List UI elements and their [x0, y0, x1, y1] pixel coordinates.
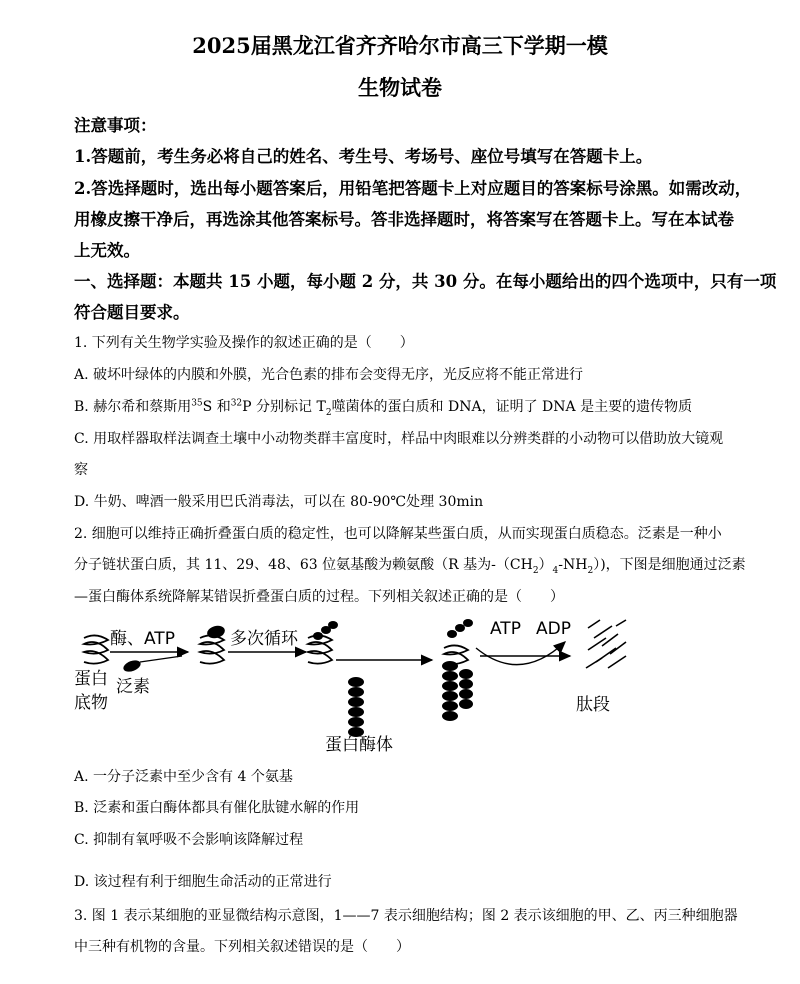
q2-stem-line-1: 2. 细胞可以维持正确折叠蛋白质的稳定性，也可以降解某些蛋白质，从而实现蛋白质稳态。泛素是一种小 — [74, 526, 722, 542]
notice-item-2-line-1: 2.答选择题时，选出每小题答案后，用铅笔把答题卡上对应题目的答案标号涂黑。如需改动， — [74, 179, 752, 198]
q3-stem-line-2: 中三种有机物的含量。下列相关叙述错误的是（ ） — [74, 939, 410, 955]
label-substrate-1: 蛋白 — [74, 669, 108, 689]
notice-item-2-line-3: 上无效。 — [74, 241, 140, 260]
label-ubiquitin: 泛素 — [116, 677, 150, 697]
notice-item-2-line-2: 用橡皮擦干净后，再选涂其他答案标号。答非选择题时，将答案写在答题卡上。写在本试卷 — [74, 210, 734, 229]
q1-option-a: A. 破坏叶绿体的内膜和外膜，光合色素的排布会变得无序，光反应将不能正常进行 — [74, 367, 584, 383]
q3-stem-line-1: 3. 图 1 表示某细胞的亚显微结构示意图，1——7 表示细胞结构；图 2 表示该细胞的甲、乙、丙三种细胞器 — [74, 908, 738, 924]
label-proteasome: 蛋白酶体 — [325, 735, 393, 755]
notice-item-1: 1.答题前，考生务必将自己的姓名、考生号、考场号、座位号填写在答题卡上。 — [74, 147, 653, 166]
ubiquitin-icon — [122, 658, 142, 674]
label-peptides: 肽段 — [576, 695, 610, 715]
label-atp: ATP — [490, 619, 521, 639]
q1-stem: 1. 下列有关生物学实验及操作的叙述正确的是（ ） — [74, 335, 414, 351]
q2-option-a: A. 一分子泛素中至少含有 4 个氨基 — [74, 769, 293, 785]
q2-stem-line-2: 分子链状蛋白质，其 11、29、48、63 位氨基酸为赖氨酸（R 基为$-(CH_2)_4-NH_2$）)，下图是细胞通过泛素 — [74, 557, 746, 576]
page-title: 2025届黑龙江省齐齐哈尔市高三下学期一模 — [192, 33, 608, 58]
q1-option-c-line-1: C. 用取样器取样法调查土壤中小动物类群丰富度时，样品中肉眼难以分辨类群的小动物可以借助放大镜观 — [74, 431, 724, 447]
label-substrate-2: 底物 — [74, 693, 108, 713]
page-subtitle: 生物试卷 — [358, 75, 442, 100]
q2-option-b: B. 泛素和蛋白酶体都具有催化肽键水解的作用 — [74, 800, 360, 816]
q2-option-d: D. 该过程有利于细胞生命活动的正常进行 — [74, 874, 332, 890]
q2-option-c: C. 抑制有氧呼吸不会影响该降解过程 — [74, 832, 304, 848]
label-adp: ADP — [536, 619, 571, 639]
section-1-heading-line-1: 一、选择题：本题共 15 小题，每小题 2 分，共 30 分。在每小题给出的四个选项中，只有一项 — [74, 272, 777, 291]
section-1-heading-line-2: 符合题目要求。 — [74, 303, 190, 322]
q1-option-b: B. 赫尔希和蔡斯用$^{35}$S 和$^{32}$P 分别标记 $T_2$噬菌体的蛋白质和 DNA，证明了 DNA 是主要的遗传物质 — [74, 398, 693, 418]
proteasome-icon — [348, 677, 364, 737]
arrow-4 — [476, 642, 565, 665]
ubiquitin-proteasome-diagram — [70, 612, 690, 762]
q1-option-c-line-2: 察 — [74, 462, 88, 478]
notice-heading: 注意事项： — [74, 116, 157, 135]
tagged-substrate-icon — [200, 635, 224, 663]
label-enzyme-atp: 酶、ATP — [110, 629, 175, 649]
label-cycles: 多次循环 — [230, 629, 298, 649]
substrate-protein-icon — [84, 635, 108, 663]
substrate-proteasome-complex-icon — [442, 619, 473, 721]
q1-option-d: D. 牛奶、啤酒一般采用巴氏消毒法，可以在 80-90℃处理 30min — [74, 494, 484, 510]
q2-stem-line-3: —蛋白酶体系统降解某错误折叠蛋白质的过程。下列相关叙述正确的是（ ） — [74, 589, 564, 605]
peptides-icon — [586, 620, 626, 668]
